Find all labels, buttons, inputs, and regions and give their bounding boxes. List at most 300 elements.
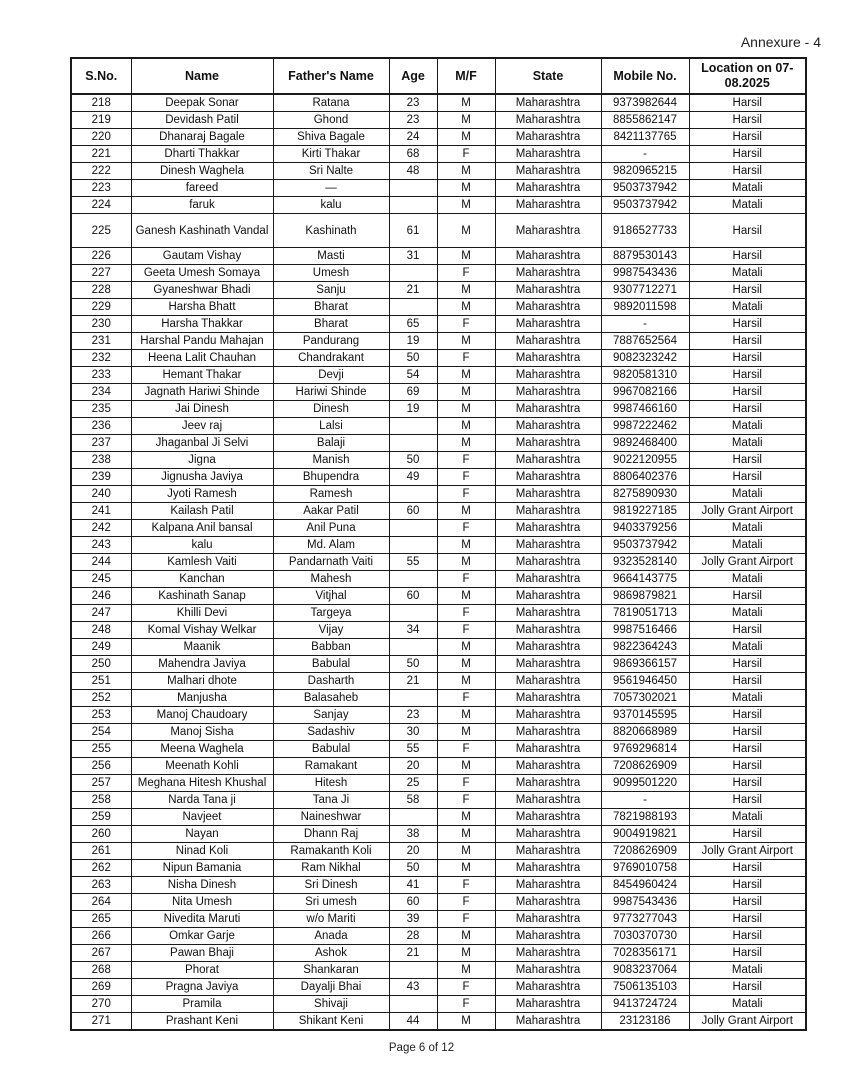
cell-sno: 246	[71, 588, 131, 605]
cell-mobile: 8454960424	[601, 877, 689, 894]
table-row	[71, 520, 806, 537]
cell-name: Harsha Thakkar	[131, 316, 273, 333]
cell-age	[389, 962, 437, 979]
cell-name: Kailash Patil	[131, 503, 273, 520]
table-row	[71, 911, 806, 928]
cell-fathers-name: Kashinath	[273, 214, 389, 248]
cell-fathers-name: Mahesh	[273, 571, 389, 588]
cell-mobile: 9820581310	[601, 367, 689, 384]
cell-mobile: 9892468400	[601, 435, 689, 452]
cell-location: Harsil	[689, 622, 806, 639]
cell-fathers-name: Md. Alam	[273, 537, 389, 554]
cell-mobile: 7506135103	[601, 979, 689, 996]
table-row	[71, 962, 806, 979]
cell-name: Nita Umesh	[131, 894, 273, 911]
cell-state: Maharashtra	[495, 129, 601, 146]
cell-state: Maharashtra	[495, 299, 601, 316]
cell-name: Maanik	[131, 639, 273, 656]
cell-sno: 268	[71, 962, 131, 979]
cell-age: 44	[389, 1013, 437, 1031]
cell-state: Maharashtra	[495, 520, 601, 537]
cell-mobile: -	[601, 146, 689, 163]
cell-sno: 257	[71, 775, 131, 792]
cell-name: Jai Dinesh	[131, 401, 273, 418]
table-row	[71, 792, 806, 809]
cell-sno: 247	[71, 605, 131, 622]
cell-sno: 265	[71, 911, 131, 928]
table-row	[71, 724, 806, 741]
cell-state: Maharashtra	[495, 775, 601, 792]
cell-sno: 260	[71, 826, 131, 843]
col-header-name: Name	[131, 58, 273, 94]
cell-sno: 255	[71, 741, 131, 758]
col-header-age: Age	[389, 58, 437, 94]
table-row	[71, 928, 806, 945]
cell-name: Dhanaraj Bagale	[131, 129, 273, 146]
table-body	[71, 94, 806, 1030]
cell-sno: 243	[71, 537, 131, 554]
cell-state: Maharashtra	[495, 707, 601, 724]
cell-location: Harsil	[689, 350, 806, 367]
cell-state: Maharashtra	[495, 928, 601, 945]
cell-name: Khilli Devi	[131, 605, 273, 622]
cell-gender: M	[437, 554, 495, 571]
cell-fathers-name: Pandarnath Vaiti	[273, 554, 389, 571]
cell-state: Maharashtra	[495, 265, 601, 282]
cell-state: Maharashtra	[495, 962, 601, 979]
cell-fathers-name: Ramesh	[273, 486, 389, 503]
cell-location: Harsil	[689, 758, 806, 775]
cell-fathers-name: Anada	[273, 928, 389, 945]
cell-state: Maharashtra	[495, 826, 601, 843]
cell-age: 60	[389, 894, 437, 911]
cell-name: Manoj Chaudoary	[131, 707, 273, 724]
cell-age	[389, 299, 437, 316]
cell-state: Maharashtra	[495, 894, 601, 911]
cell-gender: F	[437, 775, 495, 792]
cell-gender: M	[437, 299, 495, 316]
cell-state: Maharashtra	[495, 843, 601, 860]
cell-gender: F	[437, 911, 495, 928]
cell-location: Matali	[689, 996, 806, 1013]
cell-location: Harsil	[689, 112, 806, 129]
cell-sno: 248	[71, 622, 131, 639]
cell-fathers-name: Sadashiv	[273, 724, 389, 741]
cell-gender: M	[437, 673, 495, 690]
cell-gender: M	[437, 809, 495, 826]
cell-mobile: 9323528140	[601, 554, 689, 571]
cell-sno: 219	[71, 112, 131, 129]
cell-fathers-name: Vijay	[273, 622, 389, 639]
cell-age	[389, 809, 437, 826]
cell-mobile: -	[601, 792, 689, 809]
cell-location: Matali	[689, 197, 806, 214]
cell-fathers-name: Babulal	[273, 741, 389, 758]
cell-name: Meghana Hitesh Khushal	[131, 775, 273, 792]
table-row	[71, 877, 806, 894]
cell-fathers-name: Ramakanth Koli	[273, 843, 389, 860]
cell-state: Maharashtra	[495, 180, 601, 197]
cell-name: Mahendra Javiya	[131, 656, 273, 673]
cell-gender: F	[437, 741, 495, 758]
cell-age: 28	[389, 928, 437, 945]
cell-state: Maharashtra	[495, 741, 601, 758]
cell-gender: F	[437, 894, 495, 911]
cell-age: 34	[389, 622, 437, 639]
cell-gender: M	[437, 248, 495, 265]
cell-age	[389, 996, 437, 1013]
cell-gender: M	[437, 401, 495, 418]
cell-gender: F	[437, 622, 495, 639]
cell-mobile: 9370145595	[601, 707, 689, 724]
cell-gender: M	[437, 588, 495, 605]
cell-name: Devidash Patil	[131, 112, 273, 129]
table-row	[71, 537, 806, 554]
cell-age: 21	[389, 945, 437, 962]
cell-location: Harsil	[689, 333, 806, 350]
table-row	[71, 1013, 806, 1031]
cell-name: fareed	[131, 180, 273, 197]
cell-mobile: 7028356171	[601, 945, 689, 962]
cell-age: 55	[389, 741, 437, 758]
cell-state: Maharashtra	[495, 350, 601, 367]
cell-age: 30	[389, 724, 437, 741]
cell-age: 19	[389, 333, 437, 350]
cell-location: Harsil	[689, 979, 806, 996]
cell-mobile: 7208626909	[601, 758, 689, 775]
cell-age	[389, 435, 437, 452]
cell-location: Harsil	[689, 129, 806, 146]
cell-mobile: 9769010758	[601, 860, 689, 877]
cell-location: Matali	[689, 571, 806, 588]
cell-gender: M	[437, 112, 495, 129]
cell-location: Harsil	[689, 588, 806, 605]
table-row	[71, 503, 806, 520]
cell-sno: 225	[71, 214, 131, 248]
cell-state: Maharashtra	[495, 503, 601, 520]
cell-state: Maharashtra	[495, 1013, 601, 1031]
cell-fathers-name: Sri umesh	[273, 894, 389, 911]
cell-sno: 261	[71, 843, 131, 860]
cell-age: 50	[389, 452, 437, 469]
table-row	[71, 979, 806, 996]
cell-state: Maharashtra	[495, 435, 601, 452]
table-row	[71, 299, 806, 316]
cell-age: 60	[389, 588, 437, 605]
cell-gender: F	[437, 571, 495, 588]
cell-mobile: 9403379256	[601, 520, 689, 537]
table-row	[71, 180, 806, 197]
cell-sno: 262	[71, 860, 131, 877]
cell-name: Ninad Koli	[131, 843, 273, 860]
cell-name: Harshal Pandu Mahajan	[131, 333, 273, 350]
col-header-fathers-name: Father's Name	[273, 58, 389, 94]
cell-name: Meenath Kohli	[131, 758, 273, 775]
col-header-state: State	[495, 58, 601, 94]
cell-mobile: 7887652564	[601, 333, 689, 350]
cell-fathers-name: Sanjay	[273, 707, 389, 724]
table-row	[71, 486, 806, 503]
cell-gender: M	[437, 418, 495, 435]
cell-sno: 240	[71, 486, 131, 503]
col-header-mobile: Mobile No.	[601, 58, 689, 94]
cell-location: Harsil	[689, 911, 806, 928]
cell-mobile: 9022120955	[601, 452, 689, 469]
cell-location: Harsil	[689, 384, 806, 401]
cell-mobile: 7208626909	[601, 843, 689, 860]
table-row	[71, 197, 806, 214]
cell-mobile: 8879530143	[601, 248, 689, 265]
cell-gender: M	[437, 945, 495, 962]
cell-mobile: 9987466160	[601, 401, 689, 418]
table-row	[71, 945, 806, 962]
cell-state: Maharashtra	[495, 911, 601, 928]
cell-gender: M	[437, 639, 495, 656]
cell-age: 50	[389, 350, 437, 367]
cell-location: Harsil	[689, 163, 806, 180]
cell-fathers-name: Tana Ji	[273, 792, 389, 809]
cell-age	[389, 537, 437, 554]
cell-sno: 227	[71, 265, 131, 282]
cell-state: Maharashtra	[495, 724, 601, 741]
cell-name: Nipun Bamania	[131, 860, 273, 877]
cell-fathers-name: Sri Dinesh	[273, 877, 389, 894]
cell-gender: F	[437, 316, 495, 333]
cell-gender: M	[437, 180, 495, 197]
cell-name: Jhaganbal Ji Selvi	[131, 435, 273, 452]
cell-sno: 263	[71, 877, 131, 894]
cell-location: Harsil	[689, 401, 806, 418]
table-row	[71, 996, 806, 1013]
cell-age: 21	[389, 282, 437, 299]
cell-mobile: 9413724724	[601, 996, 689, 1013]
cell-mobile: 9869879821	[601, 588, 689, 605]
table-header-row	[71, 58, 806, 94]
cell-name: Pawan Bhaji	[131, 945, 273, 962]
cell-fathers-name: Anil Puna	[273, 520, 389, 537]
cell-mobile: 7821988193	[601, 809, 689, 826]
cell-location: Matali	[689, 418, 806, 435]
cell-fathers-name: Manish	[273, 452, 389, 469]
cell-sno: 226	[71, 248, 131, 265]
cell-mobile: 9987516466	[601, 622, 689, 639]
cell-location: Harsil	[689, 146, 806, 163]
table-row	[71, 129, 806, 146]
page-number: Page 6 of 12	[388, 1042, 455, 1054]
cell-state: Maharashtra	[495, 214, 601, 248]
cell-location: Jolly Grant Airport	[689, 843, 806, 860]
cell-location: Matali	[689, 809, 806, 826]
cell-location: Harsil	[689, 775, 806, 792]
table-row	[71, 384, 806, 401]
table-row	[71, 588, 806, 605]
cell-age	[389, 486, 437, 503]
cell-fathers-name: Dinesh	[273, 401, 389, 418]
cell-state: Maharashtra	[495, 860, 601, 877]
cell-fathers-name: Ram Nikhal	[273, 860, 389, 877]
cell-gender: M	[437, 214, 495, 248]
cell-fathers-name: kalu	[273, 197, 389, 214]
cell-name: Heena Lalit Chauhan	[131, 350, 273, 367]
cell-state: Maharashtra	[495, 146, 601, 163]
cell-age: 24	[389, 129, 437, 146]
cell-fathers-name: Pandurang	[273, 333, 389, 350]
cell-age: 39	[389, 911, 437, 928]
cell-mobile: 9892011598	[601, 299, 689, 316]
cell-mobile: 9869366157	[601, 656, 689, 673]
cell-state: Maharashtra	[495, 792, 601, 809]
table-row	[71, 367, 806, 384]
cell-age: 25	[389, 775, 437, 792]
cell-sno: 238	[71, 452, 131, 469]
cell-fathers-name: Babban	[273, 639, 389, 656]
cell-mobile: 9503737942	[601, 537, 689, 554]
table-row	[71, 333, 806, 350]
cell-fathers-name: Chandrakant	[273, 350, 389, 367]
cell-location: Matali	[689, 520, 806, 537]
cell-location: Harsil	[689, 282, 806, 299]
cell-mobile: 8806402376	[601, 469, 689, 486]
cell-age: 48	[389, 163, 437, 180]
col-header-sno: S.No.	[71, 58, 131, 94]
cell-sno: 233	[71, 367, 131, 384]
table-row	[71, 316, 806, 333]
cell-sno: 218	[71, 94, 131, 112]
cell-mobile: 7819051713	[601, 605, 689, 622]
table-row	[71, 707, 806, 724]
cell-name: Malhari dhote	[131, 673, 273, 690]
table-row	[71, 639, 806, 656]
cell-age: 43	[389, 979, 437, 996]
cell-sno: 241	[71, 503, 131, 520]
cell-gender: M	[437, 656, 495, 673]
cell-name: Jyoti Ramesh	[131, 486, 273, 503]
table-row	[71, 690, 806, 707]
cell-fathers-name: Shikant Keni	[273, 1013, 389, 1031]
cell-gender: M	[437, 707, 495, 724]
cell-gender: M	[437, 1013, 495, 1031]
cell-location: Jolly Grant Airport	[689, 1013, 806, 1031]
cell-fathers-name: Vitjhal	[273, 588, 389, 605]
cell-fathers-name: Lalsi	[273, 418, 389, 435]
cell-location: Harsil	[689, 860, 806, 877]
col-header-gender: M/F	[437, 58, 495, 94]
table-row	[71, 435, 806, 452]
cell-mobile: 9561946450	[601, 673, 689, 690]
cell-age	[389, 180, 437, 197]
cell-state: Maharashtra	[495, 452, 601, 469]
cell-state: Maharashtra	[495, 877, 601, 894]
table-row	[71, 656, 806, 673]
cell-sno: 270	[71, 996, 131, 1013]
cell-sno: 259	[71, 809, 131, 826]
cell-fathers-name: —	[273, 180, 389, 197]
cell-state: Maharashtra	[495, 486, 601, 503]
cell-sno: 220	[71, 129, 131, 146]
cell-fathers-name: Masti	[273, 248, 389, 265]
cell-location: Harsil	[689, 707, 806, 724]
cell-gender: F	[437, 605, 495, 622]
table-row	[71, 248, 806, 265]
cell-sno: 236	[71, 418, 131, 435]
cell-age: 38	[389, 826, 437, 843]
cell-name: Navjeet	[131, 809, 273, 826]
cell-name: Deepak Sonar	[131, 94, 273, 112]
cell-gender: F	[437, 877, 495, 894]
cell-location: Matali	[689, 265, 806, 282]
cell-sno: 266	[71, 928, 131, 945]
cell-age: 60	[389, 503, 437, 520]
table-row	[71, 418, 806, 435]
cell-age	[389, 571, 437, 588]
cell-sno: 237	[71, 435, 131, 452]
cell-name: Gyaneshwar Bhadi	[131, 282, 273, 299]
cell-state: Maharashtra	[495, 979, 601, 996]
cell-mobile: 9819227185	[601, 503, 689, 520]
cell-mobile: 9773277043	[601, 911, 689, 928]
cell-sno: 251	[71, 673, 131, 690]
cell-fathers-name: Naineshwar	[273, 809, 389, 826]
cell-sno: 244	[71, 554, 131, 571]
cell-mobile: 9503737942	[601, 197, 689, 214]
cell-fathers-name: Babulal	[273, 656, 389, 673]
cell-fathers-name: Dhann Raj	[273, 826, 389, 843]
cell-mobile: 9769296814	[601, 741, 689, 758]
cell-name: Dinesh Waghela	[131, 163, 273, 180]
cell-mobile: 9503737942	[601, 180, 689, 197]
cell-age	[389, 418, 437, 435]
cell-fathers-name: Shiva Bagale	[273, 129, 389, 146]
cell-fathers-name: w/o Mariti	[273, 911, 389, 928]
table-row	[71, 112, 806, 129]
cell-state: Maharashtra	[495, 163, 601, 180]
cell-name: Jigna	[131, 452, 273, 469]
cell-gender: F	[437, 452, 495, 469]
cell-state: Maharashtra	[495, 554, 601, 571]
cell-name: Jagnath Hariwi Shinde	[131, 384, 273, 401]
cell-mobile: 8275890930	[601, 486, 689, 503]
cell-gender: M	[437, 537, 495, 554]
cell-name: Nisha Dinesh	[131, 877, 273, 894]
cell-location: Harsil	[689, 928, 806, 945]
table-row	[71, 282, 806, 299]
cell-fathers-name: Bharat	[273, 299, 389, 316]
cell-gender: M	[437, 129, 495, 146]
cell-gender: M	[437, 928, 495, 945]
cell-fathers-name: Balasaheb	[273, 690, 389, 707]
cell-state: Maharashtra	[495, 758, 601, 775]
table-row	[71, 265, 806, 282]
cell-state: Maharashtra	[495, 367, 601, 384]
cell-fathers-name: Ashok	[273, 945, 389, 962]
cell-mobile: 23123186	[601, 1013, 689, 1031]
cell-location: Harsil	[689, 452, 806, 469]
cell-fathers-name: Targeya	[273, 605, 389, 622]
cell-sno: 222	[71, 163, 131, 180]
cell-name: Dharti Thakkar	[131, 146, 273, 163]
cell-location: Matali	[689, 299, 806, 316]
cell-fathers-name: Dayalji Bhai	[273, 979, 389, 996]
cell-location: Harsil	[689, 367, 806, 384]
cell-mobile: 8855862147	[601, 112, 689, 129]
cell-name: Prashant Keni	[131, 1013, 273, 1031]
cell-state: Maharashtra	[495, 622, 601, 639]
cell-age: 50	[389, 860, 437, 877]
cell-age: 20	[389, 758, 437, 775]
cell-location: Harsil	[689, 94, 806, 112]
cell-sno: 242	[71, 520, 131, 537]
table-row	[71, 826, 806, 843]
